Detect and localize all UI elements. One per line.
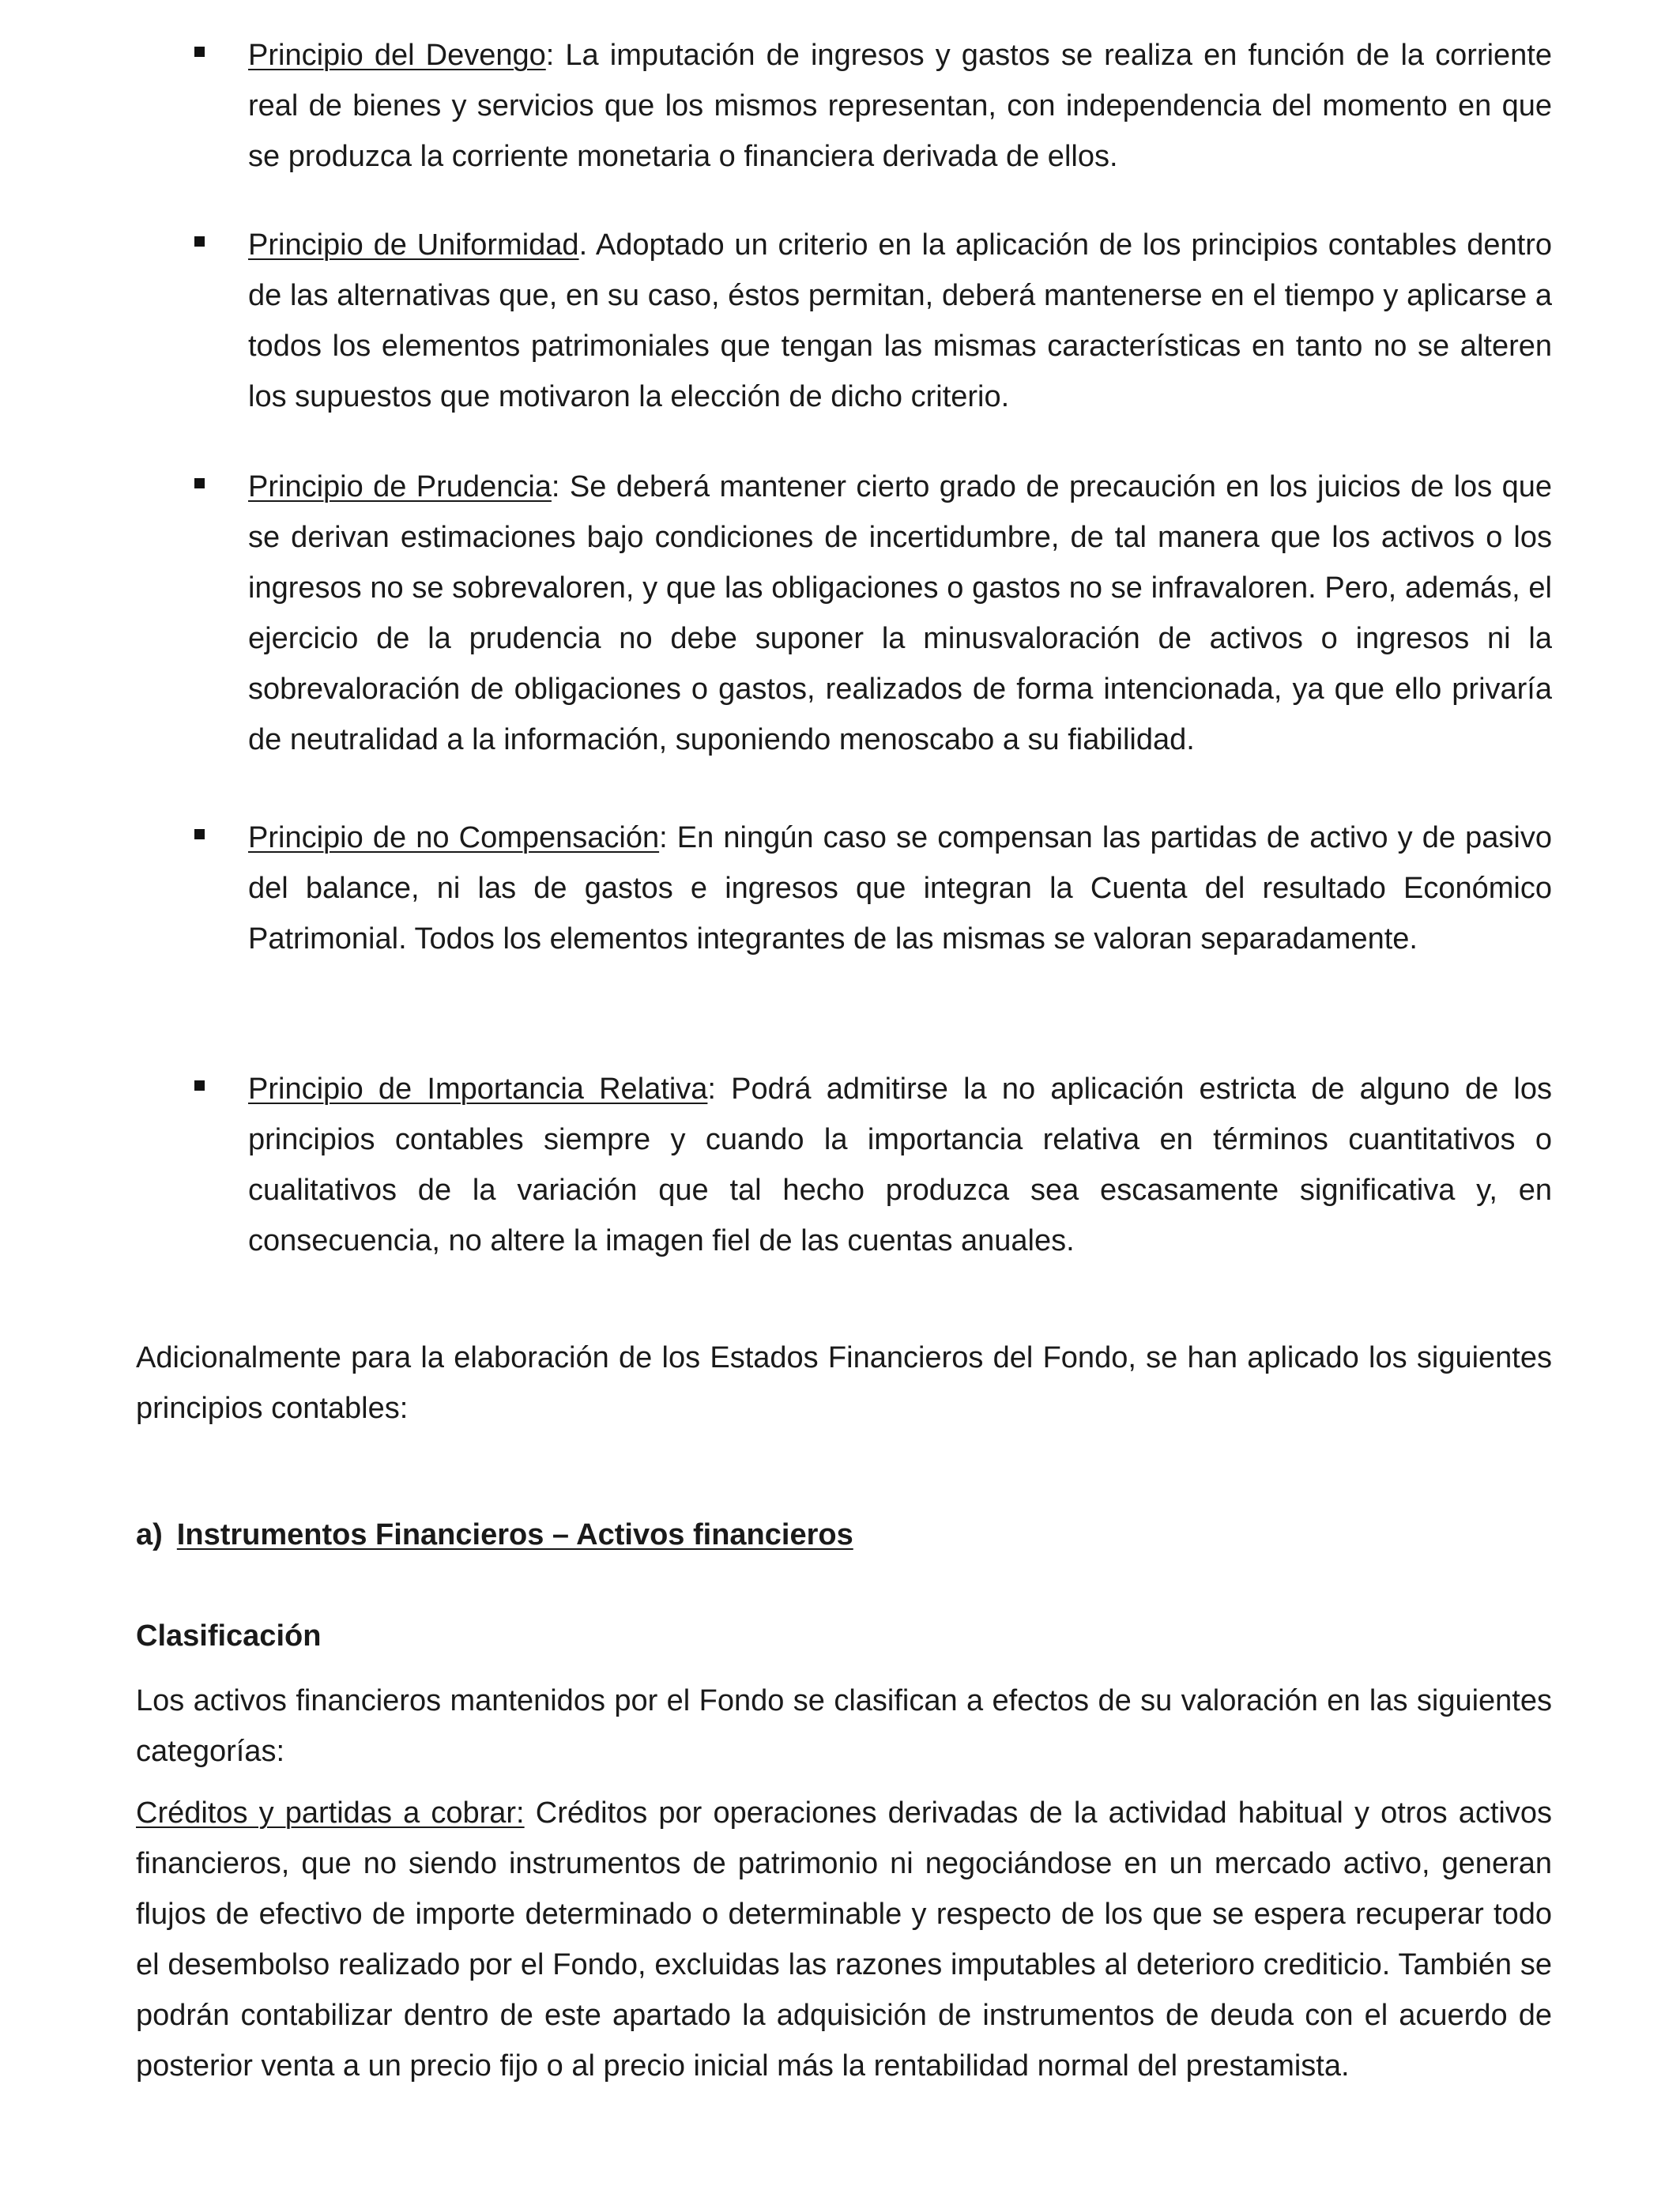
principle-prudencia-body: : Se deberá mantener cierto grado de precaución en los juicios de los que se derivan estimaciones bajo condiciones de incertidumbre, de tal manera que los activos o los ingresos no se sobrevaloren, y que las obligaciones o gastos no se infravaloren. Pero, además, el ejercicio de la prudencia no debe suponer la minusvaloración de activos o ingresos ni la sobrevaloración de obligaciones o gastos, realizados de forma intencionada, ya que ello privaría de neutralidad a la información, suponiendo menoscabo a su fiabilidad. xyxy=(248,470,1552,756)
principle-uniformidad-body: . Adoptado un criterio en la aplicación de los principios contables dentro de las alternativas que, en su caso, éstos permitan, deberá mantenerse en el tiempo y aplicarse a todos los elementos patrimoniales que tengan las mismas características en tanto no se alteren los supuestos que motivaron la elección de dicho criterio. xyxy=(248,228,1552,413)
principle-prudencia-text xyxy=(248,462,1552,765)
credits-term: Créditos y partidas a cobrar: xyxy=(136,1796,525,1830)
intro-paragraph: Adicionalmente para la elaboración de los Estados Financieros del Fondo, se han aplicado los siguientes principios contables: xyxy=(136,1341,1552,1425)
principle-importancia-relativa-body: : Podrá admitirse la no aplicación estricta de alguno de los principios contables siempre y cuando la importancia relativa en términos cuantitativos o cualitativos de la variación que tal hecho produzca sea escasamente significativa y, en consecuencia, no altere la imagen fiel de las cuentas anuales. xyxy=(248,1072,1552,1257)
principle-devengo-text xyxy=(248,30,1552,182)
principle-importancia-relativa-text xyxy=(248,1064,1552,1266)
principle-uniformidad-term: Principio de Uniformidad xyxy=(248,228,579,262)
principle-no-compensacion-body: : En ningún caso se compensan las partidas de activo y de pasivo del balance, ni las de gastos e ingresos que integran la Cuenta del resultado Económico Patrimonial. Todos los elementos integrantes de las mismas se valoran separadamente. xyxy=(248,821,1552,956)
principle-prudencia-term: Principio de Prudencia xyxy=(248,470,552,503)
principle-no-compensacion-text xyxy=(248,812,1552,964)
square-bullet-icon xyxy=(194,236,205,247)
subheading-clasificacion: Clasificación xyxy=(136,1619,322,1653)
principle-uniformidad-text xyxy=(248,220,1552,422)
square-bullet-icon xyxy=(194,478,205,488)
credits-paragraph xyxy=(136,1788,1552,2091)
section-letter: a) xyxy=(136,1518,163,1551)
principle-devengo-term: Principio del Devengo xyxy=(248,39,546,72)
square-bullet-icon xyxy=(194,829,205,839)
section-heading xyxy=(136,1510,853,1560)
square-bullet-icon xyxy=(194,47,205,57)
principle-devengo-body: : La imputación de ingresos y gastos se realiza en función de la corriente real de bienes y servicios que los mismos representan, con independencia del momento en que se produzca la corriente monetaria o financiera derivada de ellos. xyxy=(248,39,1553,173)
section-title: Instrumentos Financieros – Activos financieros xyxy=(176,1518,853,1551)
classification-paragraph: Los activos financieros mantenidos por el Fondo se clasifican a efectos de su valoración en las siguientes categorías: xyxy=(136,1684,1552,1768)
credits-body: Créditos por operaciones derivadas de la actividad habitual y otros activos financieros, que no siendo instrumentos de patrimonio ni negociándose en un mercado activo, generan flujos de efectivo de importe determinado o determinable y respecto de los que se espera recuperar todo el desembolso realizado por el Fondo, excluidas las razones imputables al deterioro crediticio. También se podrán contabilizar dentro de este apartado la adquisición de instrumentos de deuda con el acuerdo de posterior venta a un precio fijo o al precio inicial más la rentabilidad normal del prestamista. xyxy=(136,1796,1552,2083)
principle-no-compensacion-term: Principio de no Compensación xyxy=(248,821,660,854)
square-bullet-icon xyxy=(194,1080,205,1091)
principle-importancia-relativa-term: Principio de Importancia Relativa xyxy=(248,1072,708,1106)
